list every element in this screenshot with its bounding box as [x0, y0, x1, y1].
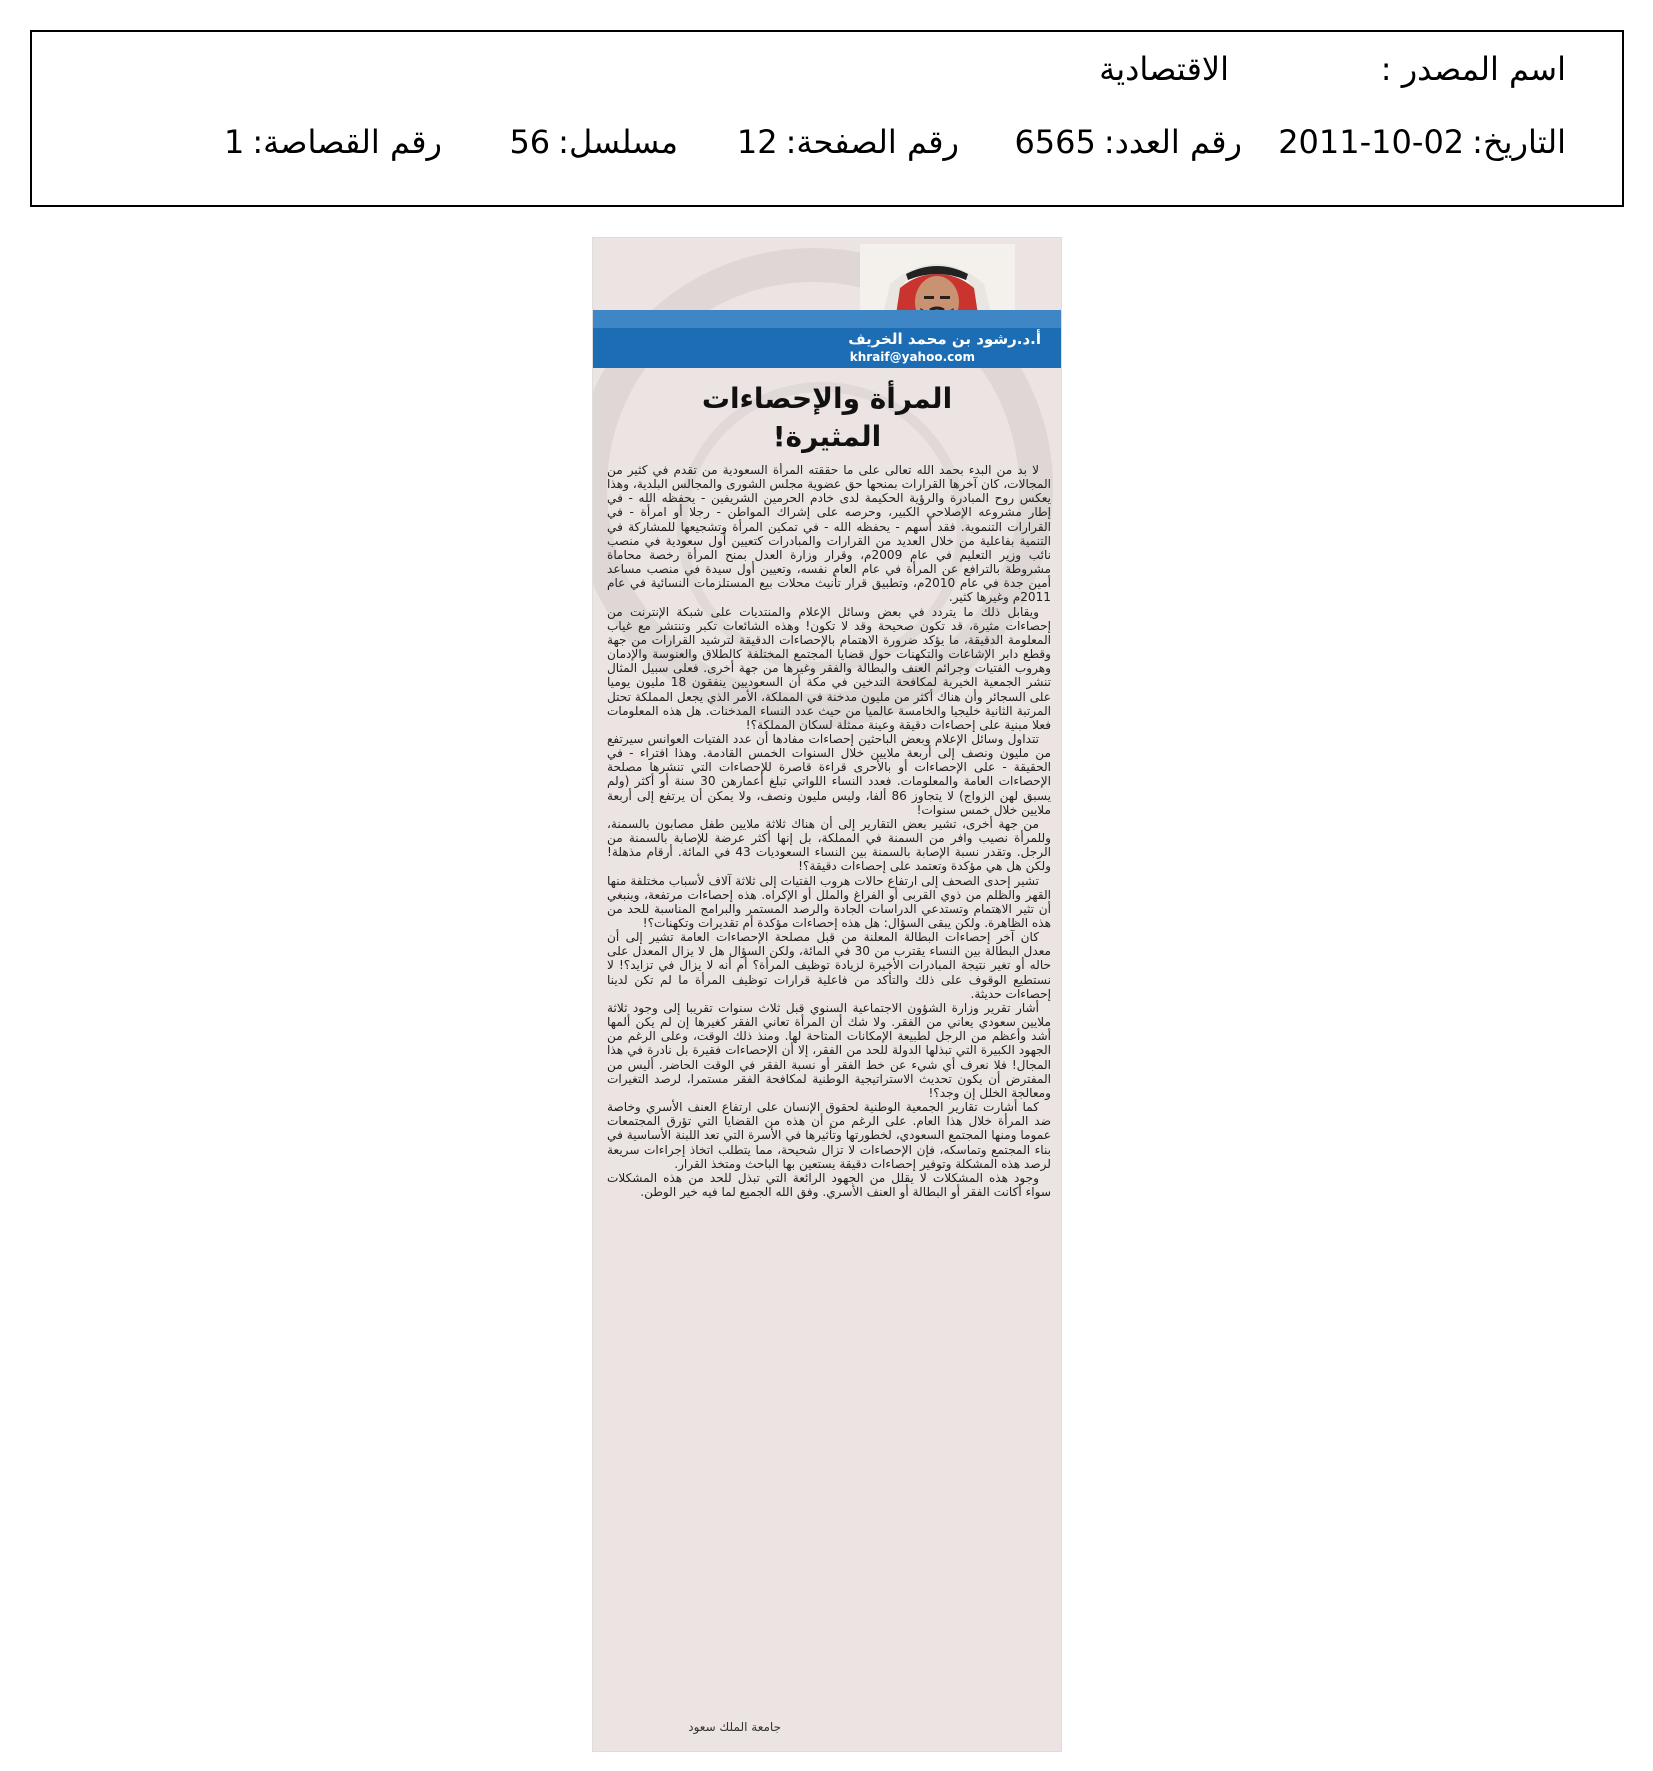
clip-number-field	[224, 122, 442, 162]
clip-number-label: رقم القصاصة:	[252, 123, 442, 161]
author-email: khraif@yahoo.com	[849, 350, 975, 364]
title-line-1: المرأة والإحصاءات	[701, 382, 953, 415]
source-row	[1381, 49, 1566, 89]
date-value: 2011-10-02	[1278, 123, 1465, 161]
title-line-2: المثيرة!	[772, 420, 882, 453]
issue-field	[1014, 122, 1242, 162]
page-label: رقم الصفحة:	[785, 123, 959, 161]
serial-value: 56	[509, 123, 551, 161]
clip-number-value: 1	[223, 123, 245, 161]
source-label: اسم المصدر :	[1380, 50, 1566, 88]
author-name: أ.د.رشود بن محمد الخريف	[848, 330, 1041, 348]
date-field	[1278, 122, 1566, 162]
source-value-row	[1099, 49, 1229, 89]
page-field	[737, 122, 959, 162]
date-label: التاريخ:	[1472, 123, 1566, 161]
article-paragraph: تشير إحدى الصحف إلى ارتفاع حالات هروب الفتيات إلى ثلاثة آلاف لأسباب مختلفة منها القهر والظلم من ذوي القربى أو الفراغ والملل أو الإكراه. هذه إحصاءات مرتفعة، وينبغي أن تثير الاهتمام وتستدعي الدراسات الجادة والرصد المستمر والبرامج المناسبة للحد من هذه الظاهرة. ولكن يبقى السؤال: هل هذه إحصاءات مؤكدة أم تقديرات وتكهنات؟!	[607, 873, 1051, 930]
article-paragraph: كما أشارت تقارير الجمعية الوطنية لحقوق الإنسان على ارتفاع العنف الأسري وخاصة ضد المرأة خلال هذا العام. على الرغم من أن هذه من القضايا التي تؤرق المجتمعات عموما ومنها المجتمع السعودي، لخطورتها وتأثيرها في الأسرة التي تعد اللبنة الأساسية في بناء المجتمع وتماسكه، فإن الإحصاءات لا تزال شحيحة، مما يتطلب اتخاذ إجراءات سريعة لرصد هذه المشكلة وتوفير إحصاءات دقيقة يستعين بها الباحث ومتخذ القرار.	[607, 1100, 1051, 1171]
author-banner	[593, 310, 1061, 368]
article-paragraph: تتداول وسائل الإعلام وبعض الباحثين إحصاءات مفادها أن عدد الفتيات العوانس سيرتفع من مليون ونصف إلى أربعة ملايين خلال السنوات الخمس القادمة. وهذا افتراء - في الحقيقة - على الإحصاءات أو بالأحرى قراءة قاصرة للإحصاءات التي تنشرها مصلحة الإحصاءات العامة والمعلومات. فعدد النساء اللواتي تبلغ أعمارهن 30 سنة أو أكثر (ولم يسبق لهن الزواج) لا يتجاوز 86 ألفا، وليس مليون ونصف، ولا يمكن أن يرتفع إلى أربعة ملايين خلال خمس سنوات!	[607, 731, 1051, 817]
issue-value: 6565	[1014, 123, 1096, 161]
clipping-metadata-box	[30, 30, 1624, 207]
article-paragraph: من جهة أخرى، تشير بعض التقارير إلى أن هناك ثلاثة ملايين طفل مصابون بالسمنة، وللمرأة نصيب وافر من السمنة في المملكة، بل إنها أكثر عرضة للإصابة بالسمنة من الرجل. وتقدر نسبة الإصابة بالسمنة بين النساء السعوديات 43 في المائة. أرقام مذهلة! ولكن هل هي مؤكدة وتعتمد على إحصاءات دقيقة؟!	[607, 816, 1051, 874]
article-paragraph: أشار تقرير وزارة الشؤون الاجتماعية السنوي قبل ثلاث سنوات تقريبا إلى وجود ثلاثة ملايين سعودي يعاني من الفقر. ولا شك أن المرأة تعاني الفقر كغيرها إن لم يكن ألمها أشد وأعظم من الرجل لطبيعة الإمكانات المتاحة لها. ومنذ ذلك الوقت، وعلى الرغم من الجهود الكبيرة التي تبذلها الدولة للحد من الفقر، إلا أن الإحصاءات فقيرة بل نادرة في هذا المجال! فلا نعرف أي شيء عن خط الفقر أو نسبة الفقر في الوقت الحاضر. أليس من المفترض أن يكون تحديث الاستراتيجية الوطنية لمكافحة الفقر مستمرا، لرصد التغيرات ومعالجة الخلل إن وجد؟!	[607, 1000, 1051, 1100]
issue-label: رقم العدد:	[1103, 123, 1242, 161]
newspaper-clipping	[593, 238, 1061, 1751]
article-paragraph: لا بد من البدء بحمد الله تعالى على ما حققته المرأة السعودية من تقدم في كثير من المجالات، كان آخرها القرارات بمنحها حق عضوية مجلس الشورى والمجالس البلدية، وهذا يعكس روح المبادرة والرؤية الحكيمة لدى خادم الحرمين الشريفين - يحفظه الله - في إطار مشروعه الإصلاحي الكبير، وحرصه على إشراك المواطن - رجلا أو امرأة - في القرارات التنموية. فقد أسهم - يحفظه الله - في تمكين المرأة وتشجيعها للمشاركة في التنمية بفاعلية من خلال العديد من القرارات والمبادرات كتعيين أول سعودية في منصب نائب وزير التعليم في عام 2009م، وقرار وزارة العدل بمنح المرأة رخصة محاماة مشروطة بالترافع عن المرأة في عام العام نفسه، وتعيين أول سيدة في منصب مساعد أمين جدة في عام 2010م، وتطبيق قرار تأنيث محلات بيع المستلزمات النسائية في عام 2011م وغيرها كثير.	[607, 463, 1051, 605]
source-value: الاقتصادية	[1099, 50, 1229, 88]
serial-field	[509, 122, 678, 162]
page-value: 12	[736, 123, 778, 161]
article-paragraph: وجود هذه المشكلات لا يقلل من الجهود الرائعة التي تبذل للحد من هذه المشكلات سواء أكانت الفقر أو البطالة أو العنف الأسري. وفق الله الجميع لما فيه خير الوطن.	[607, 1170, 1051, 1199]
article-paragraph: كان آخر إحصاءات البطالة المعلنة من قبل مصلحة الإحصاءات العامة تشير إلى أن معدل البطالة بين النساء يقترب من 30 في المائة، ولكن السؤال هل لا يزال المعدل على حاله أو تغير نتيجة المبادرات الأخيرة لزيادة توظيف المرأة؟ أم أنه لا يزال في تزايد؟! لا نستطيع الوقوف على ذلك والتأكد من فاعلية قرارات توظيف المرأة ما لم تكن لدينا إحصاءات حديثة.	[607, 930, 1051, 1001]
article-title	[603, 380, 1051, 456]
article-paragraph: ويقابل ذلك ما يتردد في بعض وسائل الإعلام والمنتديات على شبكة الإنترنت من إحصاءات مثيرة، قد تكون صحيحة وقد لا تكون! وهذه الشائعات تكبر وتنتشر مع غياب المعلومة الدقيقة، ما يؤكد ضرورة الاهتمام بالإحصاءات الدقيقة لترشيد القرارات من جهة وقطع دابر الإشاعات والتكهنات حول قضايا المجتمع المختلفة كالطلاق والعنوسة والإدمان وهروب الفتيات وجرائم العنف والبطالة والفقر وغيرها من جهة أخرى. فعلى سبيل المثال تنشر الجمعية الخيرية لمكافحة التدخين في مكة أن السعوديين ينفقون 18 مليون يوميا على السجائر وأن هناك أكثر من مليون مدخنة في المملكة، الأمر الذي يجعل المملكة تحتل المرتبة الثانية خليجيا والخامسة عالميا من حيث عدد النساء المدخنات. هل هذه المعلومات فعلا مبنية على إحصاءات دقيقة وعينة ممثلة لسكان المملكة؟!	[607, 604, 1051, 732]
author-affiliation: جامعة الملك سعود	[688, 1720, 781, 1734]
article-body	[607, 463, 1051, 1703]
serial-label: مسلسل:	[558, 123, 678, 161]
